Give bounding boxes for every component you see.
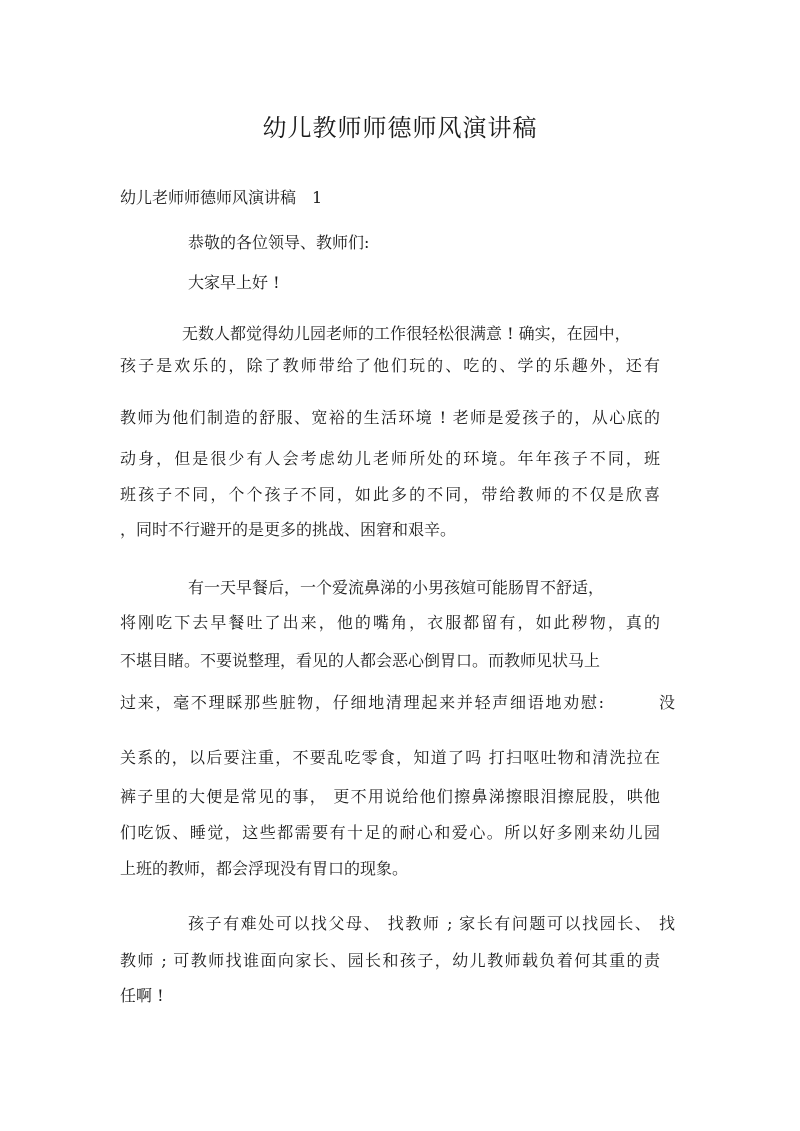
paragraph-1-line-5: 班孩子不同，个个孩子不同，如此多的不同，带给教师的不仅是欣喜 bbox=[120, 485, 660, 504]
document-title: 幼儿教师师德师风演讲稿 bbox=[262, 114, 538, 142]
paragraph-1-line-4: 动身，但是很少有人会考虑幼儿老师所处的环境。年年孩子不同，班 bbox=[120, 449, 660, 468]
paragraph-2-line-8: 上班的教师，都会浮现没有胃口的现象。 bbox=[120, 859, 409, 878]
paragraph-3-line-3: 任啊 ! bbox=[120, 986, 164, 1005]
paragraph-2-line-1: 有一天早餐后，一个爱流鼻涕的小男孩媗可能肠胃不舒适， bbox=[188, 578, 605, 597]
paragraph-2-line-5: 关系的，以后要注重，不要乱吃零食，知道了吗 打扫呕吐物和清洗拉在 bbox=[120, 748, 660, 767]
paragraph-3-line-2: 教师 ; 可教师找谁面向家长、园长和孩子，幼儿教师载负着何其重的责 bbox=[120, 951, 660, 970]
paragraph-2-line-2: 将刚吃下去早餐吐了出来，他的嘴角，衣服都留有，如此秽物，真的 bbox=[120, 613, 660, 632]
paragraph-1-line-1: 无数人都觉得幼儿园老师的工作很轻松很满意 ! 确实，在园中， bbox=[182, 324, 631, 343]
paragraph-2-line-3: 不堪目睹。不要说整理，看见的人都会恶心倒胃口。而教师见状马上 bbox=[120, 651, 601, 670]
document-subtitle: 幼儿老师师德师风演讲稿 1 bbox=[120, 188, 323, 207]
greeting: 大家早上好 ! bbox=[188, 273, 280, 292]
paragraph-1-line-3: 教师为他们制造的舒服、宽裕的生活环境 ! 老师是爱孩子的，从心底的 bbox=[120, 408, 660, 427]
paragraph-2-line-6: 裤子里的大便是常见的事， 更不用说给他们擦鼻涕擦眼泪擦屁股，哄他 bbox=[120, 787, 660, 806]
salutation: 恭敬的各位领导、教师们: bbox=[188, 233, 370, 252]
paragraph-1-line-2: 孩子是欢乐的，除了教师带给了他们玩的、吃的、学的乐趣外，还有 bbox=[120, 356, 660, 375]
paragraph-2-line-7: 们吃饭、睡觉，这些都需要有十足的耐心和爱心。所以好多刚来幼儿园 bbox=[120, 823, 660, 842]
paragraph-3-line-1: 孩子有难处可以找父母、 找教师 ; 家长有问题可以找园长、 找 bbox=[188, 914, 675, 933]
paragraph-1-line-6: ，同时不行避开的是更多的挑战、困窘和艰辛。 bbox=[120, 520, 457, 539]
paragraph-2-line-4: 过来，毫不理睬那些脏物，仔细地清理起来并轻声细语地劝慰: 没 bbox=[120, 693, 675, 712]
